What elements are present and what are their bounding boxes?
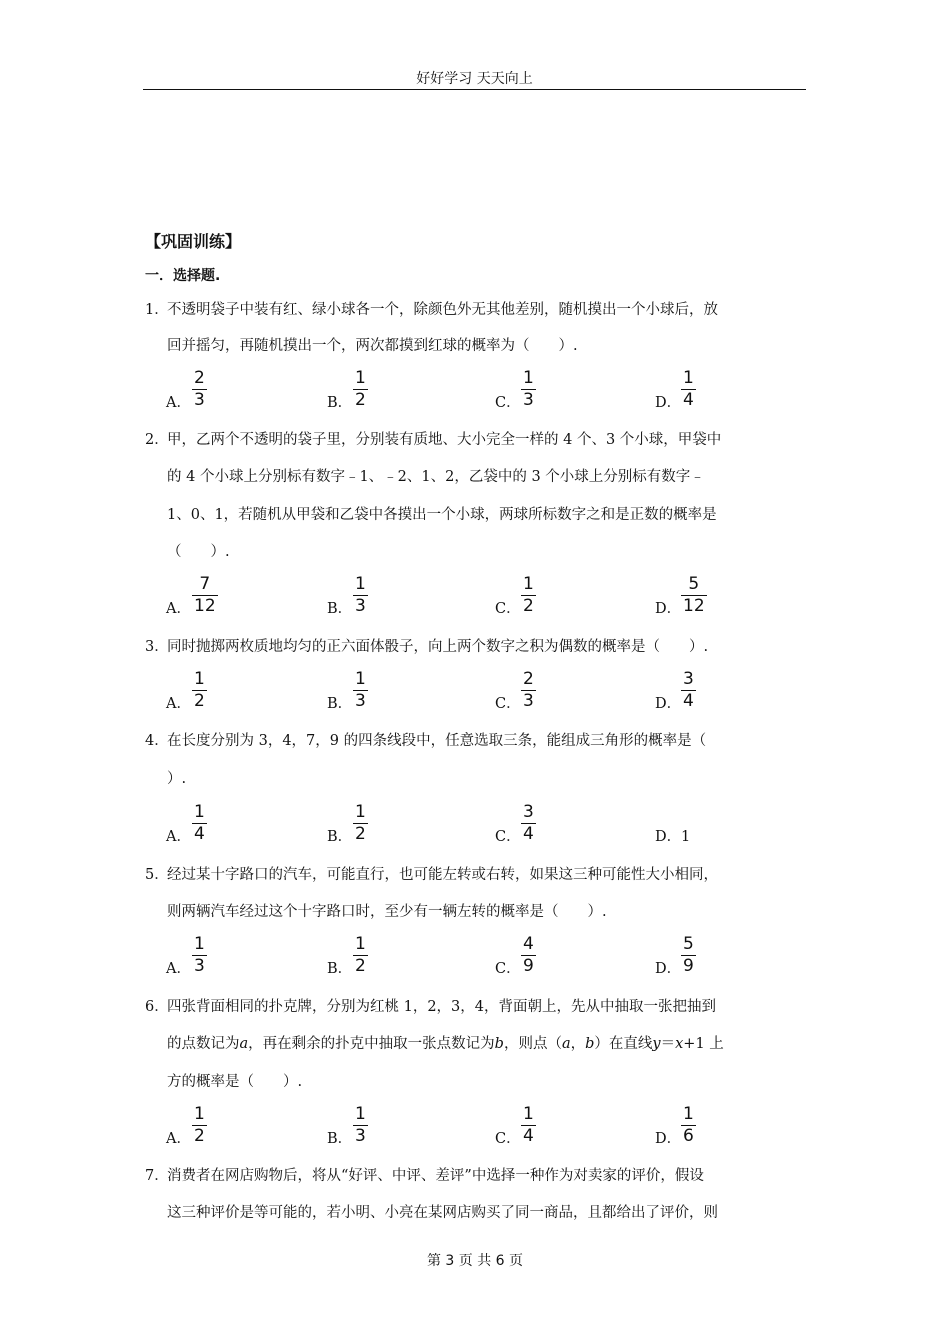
fraction xyxy=(681,935,696,976)
fraction-denominator: 2 xyxy=(194,1126,205,1146)
fraction xyxy=(353,670,368,711)
question-5-option-a xyxy=(166,932,276,978)
fraction-numerator: 1 xyxy=(683,368,694,388)
option-letter: C． xyxy=(495,829,521,845)
question-3-option-b xyxy=(327,667,437,713)
fraction xyxy=(353,1105,368,1146)
fraction-numerator: 1 xyxy=(194,1104,205,1124)
question-2-option-b xyxy=(327,572,437,618)
fraction-denominator: 9 xyxy=(523,956,534,976)
fraction xyxy=(521,803,536,844)
question-7-line-2 xyxy=(167,1203,718,1223)
option-letter: C． xyxy=(495,601,521,617)
question-2-line-4 xyxy=(167,542,230,562)
math-variable: b xyxy=(585,1036,595,1052)
question-6-line-2 xyxy=(167,1034,724,1054)
question-4-line-1 xyxy=(145,731,706,751)
question-text: ）. xyxy=(167,771,187,787)
math-variable: a xyxy=(239,1036,249,1052)
question-text: 1、0、1，若随机从甲袋和乙袋中各摸出一个小球，两球所标数字之和是正数的概率是 xyxy=(167,507,717,523)
fraction xyxy=(521,575,536,616)
fraction-numerator: 1 xyxy=(355,368,366,388)
option-letter: A． xyxy=(166,829,191,845)
fraction xyxy=(353,575,368,616)
fraction-denominator: 2 xyxy=(355,824,366,844)
option-letter: A． xyxy=(166,696,191,712)
fraction-numerator: 1 xyxy=(523,574,534,594)
fraction xyxy=(681,369,696,410)
fraction-denominator: 4 xyxy=(194,824,205,844)
fraction-denominator: 3 xyxy=(194,390,205,410)
header-divider xyxy=(143,89,806,90)
question-4-option-b xyxy=(327,800,437,846)
fraction xyxy=(521,369,536,410)
fraction-denominator: 3 xyxy=(355,596,366,616)
fraction-denominator: 3 xyxy=(523,390,534,410)
fraction-numerator: 1 xyxy=(355,934,366,954)
option-letter: C． xyxy=(495,961,521,977)
option-letter: D． xyxy=(655,696,682,712)
question-5-option-b xyxy=(327,932,437,978)
fraction-denominator: 12 xyxy=(683,596,705,616)
question-3-option-a xyxy=(166,667,276,713)
question-4-option-d xyxy=(655,800,765,846)
question-3-option-d xyxy=(655,667,765,713)
question-text: 甲，乙两个不透明的袋子里，分别装有质地、大小完全一样的 4 个、3 个小球，甲袋中 xyxy=(167,432,722,448)
option-letter: D． xyxy=(655,961,682,977)
fraction-denominator: 6 xyxy=(683,1126,694,1146)
fraction-denominator: 2 xyxy=(355,956,366,976)
math-variable: y xyxy=(652,1036,661,1052)
question-text: 则两辆汽车经过这个十字路口时，至少有一辆左转的概率是（ ）. xyxy=(167,904,607,920)
question-text: （ ）. xyxy=(167,544,230,560)
fraction-denominator: 4 xyxy=(523,824,534,844)
question-2-option-c xyxy=(495,572,605,618)
question-2-line-3 xyxy=(167,505,717,525)
fraction xyxy=(521,935,536,976)
question-number: 7． xyxy=(145,1168,169,1184)
question-2-option-d xyxy=(655,572,765,618)
question-2-line-1 xyxy=(145,430,721,450)
fraction xyxy=(681,1105,696,1146)
option-letter: B． xyxy=(327,395,353,411)
question-6-line-1 xyxy=(145,997,716,1017)
page-header: 好好学习 天天向上 xyxy=(416,71,533,87)
option-letter: A． xyxy=(166,601,191,617)
question-1-option-b xyxy=(327,366,437,412)
question-number: 3． xyxy=(145,639,169,655)
fraction-denominator: 3 xyxy=(523,691,534,711)
question-7-line-1 xyxy=(145,1166,704,1186)
option-letter: B． xyxy=(327,829,353,845)
question-text: 经过某十字路口的汽车，可能直行，也可能左转或右转，如果这三种可能性大小相同， xyxy=(167,867,718,883)
fraction-numerator: 1 xyxy=(194,802,205,822)
question-3-line-1 xyxy=(145,637,708,657)
fraction-denominator: 2 xyxy=(194,691,205,711)
fraction-numerator: 2 xyxy=(194,368,205,388)
option-value: 1 xyxy=(681,829,691,845)
question-number: 4． xyxy=(145,733,169,749)
fraction-denominator: 4 xyxy=(683,390,694,410)
fraction xyxy=(192,575,218,616)
question-5-option-d xyxy=(655,932,765,978)
option-letter: D． xyxy=(655,601,682,617)
fraction-denominator: 2 xyxy=(355,390,366,410)
option-letter: A． xyxy=(166,1131,191,1147)
fraction xyxy=(521,670,536,711)
fraction xyxy=(353,935,368,976)
section-title: 【巩固训练】 xyxy=(145,232,242,251)
fraction xyxy=(681,670,696,711)
question-number: 2． xyxy=(145,432,169,448)
option-letter: B． xyxy=(327,601,353,617)
page-footer: 第 3 页 共 6 页 xyxy=(426,1253,524,1269)
question-1-option-c xyxy=(495,366,605,412)
option-letter: D． xyxy=(655,829,682,845)
question-6-option-c xyxy=(495,1102,605,1148)
fraction xyxy=(681,575,707,616)
question-text: 方的概率是（ ）. xyxy=(167,1074,303,1090)
fraction-numerator: 1 xyxy=(194,934,205,954)
option-letter: A． xyxy=(166,961,191,977)
question-text: 的 4 个小球上分别标有数字﹣1、﹣2、1、2，乙袋中的 3 个小球上分别标有数字﹣ xyxy=(167,469,705,485)
question-5-line-1 xyxy=(145,865,718,885)
question-text: 同时抛掷两枚质地均匀的正六面体骰子，向上两个数字之积为偶数的概率是（ ）. xyxy=(167,639,709,655)
fraction xyxy=(192,369,207,410)
question-text: 回并摇匀，再随机摸出一个，两次都摸到红球的概率为（ ）. xyxy=(167,338,578,354)
question-4-option-c xyxy=(495,800,605,846)
question-text: 消费者在网店购物后，将从“好评、中评、差评”中选择一种作为对卖家的评价，假设 xyxy=(167,1168,704,1184)
fraction-numerator: 1 xyxy=(194,669,205,689)
question-6-option-a xyxy=(166,1102,276,1148)
question-number: 5． xyxy=(145,867,169,883)
question-3-option-c xyxy=(495,667,605,713)
question-number: 1． xyxy=(145,302,169,318)
question-1-option-a xyxy=(166,366,276,412)
fraction xyxy=(353,369,368,410)
fraction-numerator: 1 xyxy=(355,802,366,822)
fraction xyxy=(192,670,207,711)
fraction-denominator: 3 xyxy=(355,1126,366,1146)
math-variable: b xyxy=(494,1036,504,1052)
fraction xyxy=(521,1105,536,1146)
fraction-denominator: 12 xyxy=(194,596,216,616)
fraction-denominator: 2 xyxy=(523,596,534,616)
fraction-denominator: 3 xyxy=(194,956,205,976)
fraction-denominator: 3 xyxy=(355,691,366,711)
option-letter: B． xyxy=(327,1131,353,1147)
fraction-numerator: 1 xyxy=(355,669,366,689)
question-1-line-1 xyxy=(145,300,718,320)
option-letter: B． xyxy=(327,961,353,977)
option-letter: D． xyxy=(655,395,682,411)
fraction-denominator: 9 xyxy=(683,956,694,976)
fraction-numerator: 1 xyxy=(355,574,366,594)
question-text: 的点数记为a，再在剩余的扑克中抽取一张点数记为b，则点（a，b）在直线y＝x+1 上 xyxy=(167,1036,724,1052)
question-1-line-2 xyxy=(167,336,578,356)
fraction-denominator: 4 xyxy=(523,1126,534,1146)
question-6-line-3 xyxy=(167,1072,302,1092)
question-1-option-d xyxy=(655,366,765,412)
fraction xyxy=(192,935,207,976)
option-letter: A． xyxy=(166,395,191,411)
fraction-denominator: 4 xyxy=(683,691,694,711)
question-text: 在长度分别为 3，4，7，9 的四条线段中，任意选取三条，能组成三角形的概率是（ xyxy=(167,733,707,749)
fraction-numerator: 1 xyxy=(523,1104,534,1124)
question-5-option-c xyxy=(495,932,605,978)
option-letter: D． xyxy=(655,1131,682,1147)
question-6-option-d xyxy=(655,1102,765,1148)
math-variable: x xyxy=(675,1036,684,1052)
question-text: 这三种评价是等可能的，若小明、小亮在某网店购买了同一商品，且都给出了评价，则 xyxy=(167,1205,718,1221)
option-letter: C． xyxy=(495,1131,521,1147)
fraction-numerator: 3 xyxy=(523,802,534,822)
question-2-option-a xyxy=(166,572,276,618)
option-letter: C． xyxy=(495,395,521,411)
question-number: 6． xyxy=(145,999,169,1015)
fraction-numerator: 2 xyxy=(523,669,534,689)
fraction-numerator: 7 xyxy=(199,574,211,594)
question-4-line-2 xyxy=(167,769,186,789)
question-text: 不透明袋子中装有红、绿小球各一个，除颜色外无其他差别，随机摸出一个小球后，放 xyxy=(167,302,718,318)
fraction xyxy=(192,1105,207,1146)
question-4-option-a xyxy=(166,800,276,846)
math-variable: a xyxy=(561,1036,571,1052)
fraction xyxy=(353,803,368,844)
fraction xyxy=(192,803,207,844)
fraction-numerator: 3 xyxy=(683,669,694,689)
question-2-line-2 xyxy=(167,467,705,487)
option-letter: C． xyxy=(495,696,521,712)
fraction-numerator: 4 xyxy=(523,934,534,954)
fraction-numerator: 1 xyxy=(523,368,534,388)
fraction-numerator: 1 xyxy=(355,1104,366,1124)
fraction-numerator: 5 xyxy=(688,574,700,594)
option-letter: B． xyxy=(327,696,353,712)
question-5-line-2 xyxy=(167,902,607,922)
question-6-option-b xyxy=(327,1102,437,1148)
part-title: 一．选择题. xyxy=(145,268,221,284)
question-text: 四张背面相同的扑克牌，分别为红桃 1，2，3，4，背面朝上，先从中抽取一张把抽到 xyxy=(167,999,717,1015)
fraction-numerator: 5 xyxy=(683,934,694,954)
fraction-numerator: 1 xyxy=(683,1104,694,1124)
